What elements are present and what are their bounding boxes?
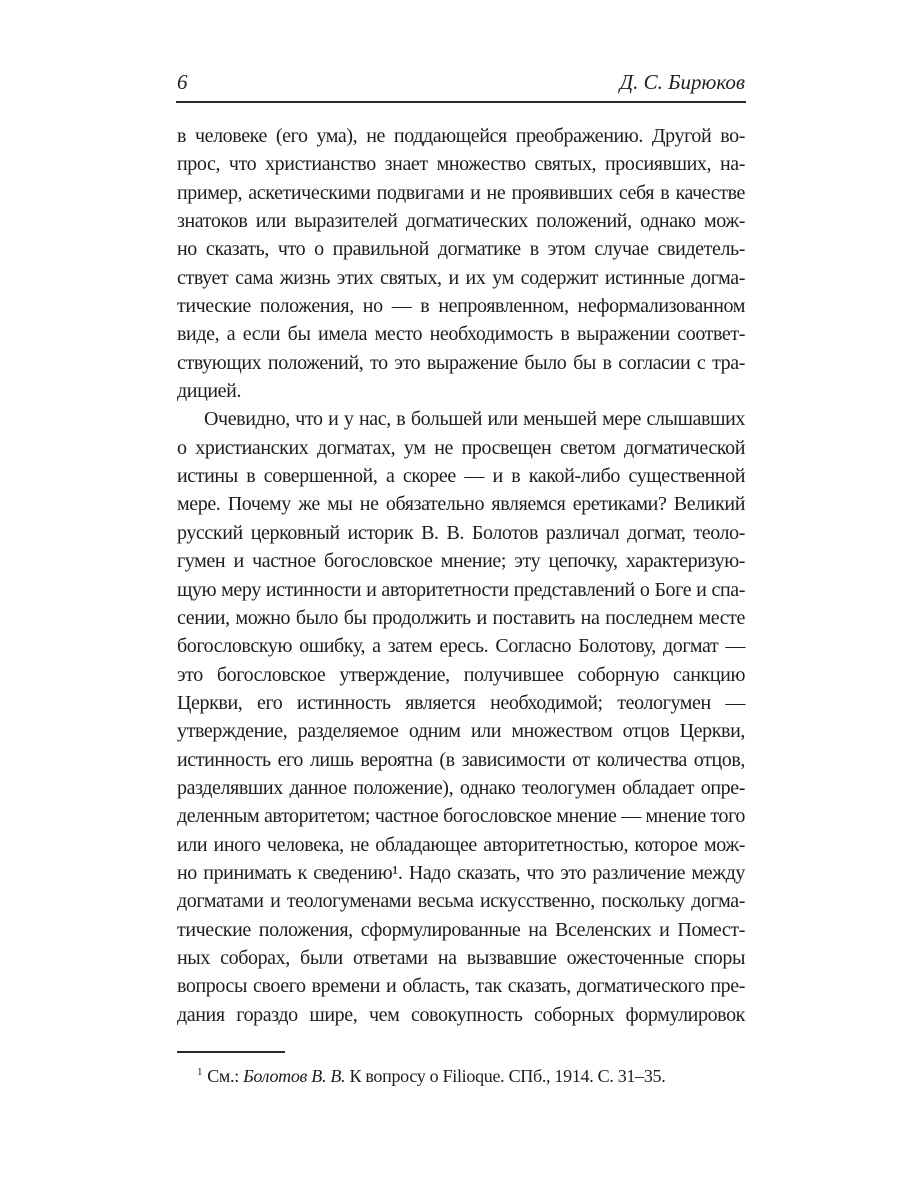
footnote-marker: 1 <box>197 1066 203 1078</box>
text-line: догматами и теологуменами весьма искусственно, поскольку догма- <box>177 890 745 913</box>
text-line: о христианских догматах, ум не просвещен светом догматической <box>177 436 745 459</box>
body-text <box>177 122 745 1029</box>
text-line: Церкви, его истинность является необходимой; теологумен — <box>177 691 745 714</box>
text-line: Очевидно, что и у нас, в большей или меньшей мере слышавших <box>204 408 745 431</box>
footnote-author: Болотов В. В. <box>243 1066 346 1086</box>
text-line: мере. Почему же мы не обязательно являемся еретиками? Великий <box>177 493 745 516</box>
text-line: истинность его лишь вероятна (в зависимости от количества отцов, <box>177 748 745 771</box>
text-line: в человеке (его ума), не поддающейся преображению. Другой во- <box>177 125 745 147</box>
footnote-see-label: См.: <box>207 1066 244 1086</box>
header-rule <box>176 101 746 103</box>
text-line: тические положения, но — в непроявленном, неформализованном <box>177 295 745 318</box>
page-number: 6 <box>177 70 188 94</box>
text-line: ствует сама жизнь этих святых, и их ум содержит истинные догма- <box>177 266 745 289</box>
text-line: но сказать, что о правильной догматике в этом случае свидетель- <box>177 238 745 261</box>
text-line: утверждение, разделяемое одним или множеством отцов Церкви, <box>177 720 745 743</box>
text-line: сении, можно было бы продолжить и поставить на последнем месте <box>177 606 745 629</box>
text-line: вопросы своего времени и область, так сказать, догматического пре- <box>177 975 745 998</box>
text-line: русский церковный историк В. В. Болотов различал догмат, теоло- <box>177 521 745 544</box>
text-line: виде, а если бы имела место необходимость в выражении соответ- <box>177 323 745 346</box>
text-line: дицией. <box>177 380 242 403</box>
footnote-separator-rule <box>177 1051 285 1053</box>
footnote <box>177 1063 745 1089</box>
text-line: пример, аскетическими подвигами и не проявивших себя в качестве <box>177 181 745 204</box>
text-line: ствующих положений, то это выражение было бы в согласии с тра- <box>177 351 745 374</box>
text-line: прос, что христианство знает множество святых, просиявших, на- <box>177 153 745 176</box>
text-line: или иного человека, не обладающее авторитетностью, которое мож- <box>177 833 745 856</box>
running-head-author: Д. С. Бирюков <box>619 70 745 94</box>
footnote-citation: К вопросу о Filioque. СПб., 1914. С. 31–35. <box>345 1066 666 1086</box>
text-line: разделявших данное положение), однако теологумен обладает опре- <box>177 776 745 799</box>
text-line: истины в совершенной, а скорее — и в какой-либо существенной <box>177 465 745 488</box>
text-line: ных соборах, были ответами на вызвавшие ожесточенные споры <box>177 946 745 969</box>
text-line: деленным авторитетом; частное богословское мнение — мнение того <box>177 805 745 828</box>
text-line: дания гораздо шире, чем совокупность соборных формулировок <box>177 1003 745 1026</box>
text-line: но принимать к сведению¹. Надо сказать, что это различение между <box>177 861 745 884</box>
text-line: это богословское утверждение, получившее соборную санкцию <box>177 663 745 686</box>
text-line: знатоков или выразителей догматических положений, однако мож- <box>177 210 745 233</box>
text-line: гумен и частное богословское мнение; эту цепочку, характеризую- <box>177 550 745 573</box>
text-line: богословскую ошибку, а затем ересь. Согласно Болотову, догмат — <box>177 635 745 658</box>
text-line: тические положения, сформулированные на Вселенских и Помест- <box>177 918 745 941</box>
text-line: щую меру истинности и авторитетности представлений о Боге и спа- <box>177 578 745 601</box>
page-header <box>177 70 745 95</box>
